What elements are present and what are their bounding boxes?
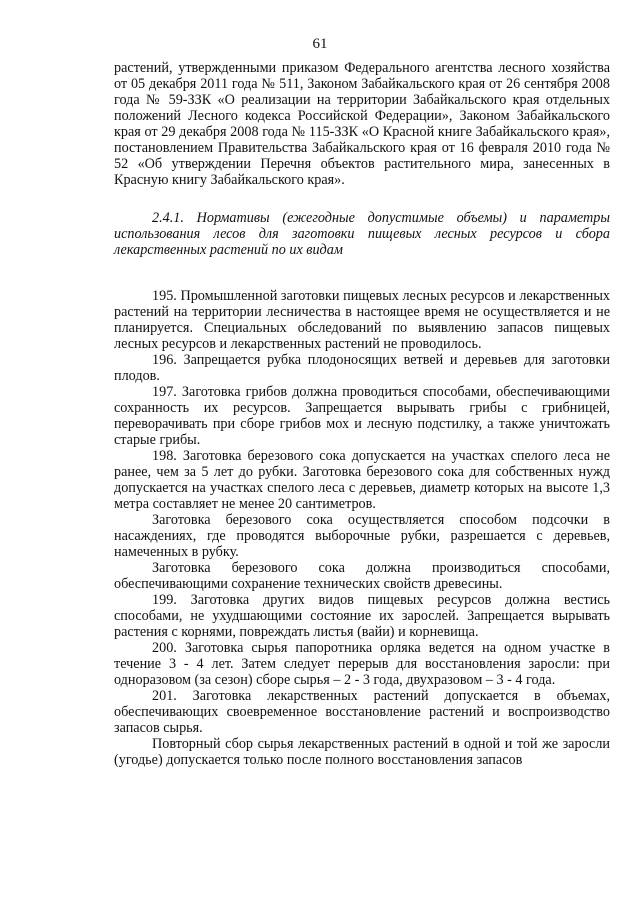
paragraph-196: 196. Запрещается рубка плодоносящих ветвей и деревьев для заготовки плодов.: [114, 352, 610, 384]
paragraph-195: 195. Промышленной заготовки пищевых лесных ресурсов и лекарственных растений на территории лесничества в настоящее время не осуществляется и не планируется. Специальных обследований по выявлению запасов пищевых лесных ресурсов и лекарственных растений не проводилось.: [114, 288, 610, 352]
paragraph-continuation: растений, утвержденными приказом Федерального агентства лесного хозяйства от 05 декабря 2011 года № 511, Законом Забайкальского края от 26 сентября 2008 года № 59-ЗЗК «О реализации на территории Забайкальского края отдельных положений Лесного кодекса Российской Федерации», Законом Забайкальского края от 29 декабря 2008 года № 115-ЗЗК «О Красной книге Забайкальского края», постановлением Правительства Забайкальского края от 16 февраля 2010 года № 52 «Об утверждении Перечня объектов растительного мира, занесенных в Красную книгу Забайкальского края».: [114, 60, 610, 188]
paragraph-198-sap-method: Заготовка березового сока осуществляется способом подсочки в насаждениях, где проводятся выборочные рубки, разрешается с деревьев, намеченных в рубку.: [114, 512, 610, 560]
paragraph-201-repeat-harvest: Повторный сбор сырья лекарственных растений в одной и той же заросли (угодье) допускается только после полного восстановления запасов: [114, 736, 610, 768]
paragraph-197: 197. Заготовка грибов должна проводиться способами, обеспечивающими сохранность их ресурсов. Запрещается вырывать грибы с грибницей, переворачивать при сборе грибов мох и лесную подстилку, а также уничтожать старые грибы.: [114, 384, 610, 448]
section-heading: 2.4.1. Нормативы (ежегодные допустимые объемы) и параметры использования лесов для заготовки пищевых лесных ресурсов и сбора лекарственных растений по их видам: [114, 210, 610, 258]
paragraph-200: 200. Заготовка сырья папоротника орляка ведется на одном участке в течение 3 - 4 лет. Затем следует перерыв для восстановления заросли: при одноразовом (за сезон) сборе сырья – 2 - 3 года, двухразовом – 3 - 4 года.: [114, 640, 610, 688]
document-body: [114, 60, 610, 768]
paragraph-198-wood-properties: Заготовка березового сока должна производиться способами, обеспечивающими сохранение технических свойств древесины.: [114, 560, 610, 592]
page-number: 61: [312, 36, 328, 52]
paragraph-201: 201. Заготовка лекарственных растений допускается в объемах, обеспечивающих своевременное восстановление растений и воспроизводство запасов сырья.: [114, 688, 610, 736]
paragraph-199: 199. Заготовка других видов пищевых ресурсов должна вестись способами, не ухудшающими состояние их зарослей. Запрещается вырывать растения с корнями, повреждать листья (вайи) и корневища.: [114, 592, 610, 640]
paragraph-198: 198. Заготовка березового сока допускается на участках спелого леса не ранее, чем за 5 лет до рубки. Заготовка березового сока для собственных нужд допускается на участках спелого леса с деревьев, диаметр которых на высоте 1,3 метра составляет не менее 20 сантиметров.: [114, 448, 610, 512]
